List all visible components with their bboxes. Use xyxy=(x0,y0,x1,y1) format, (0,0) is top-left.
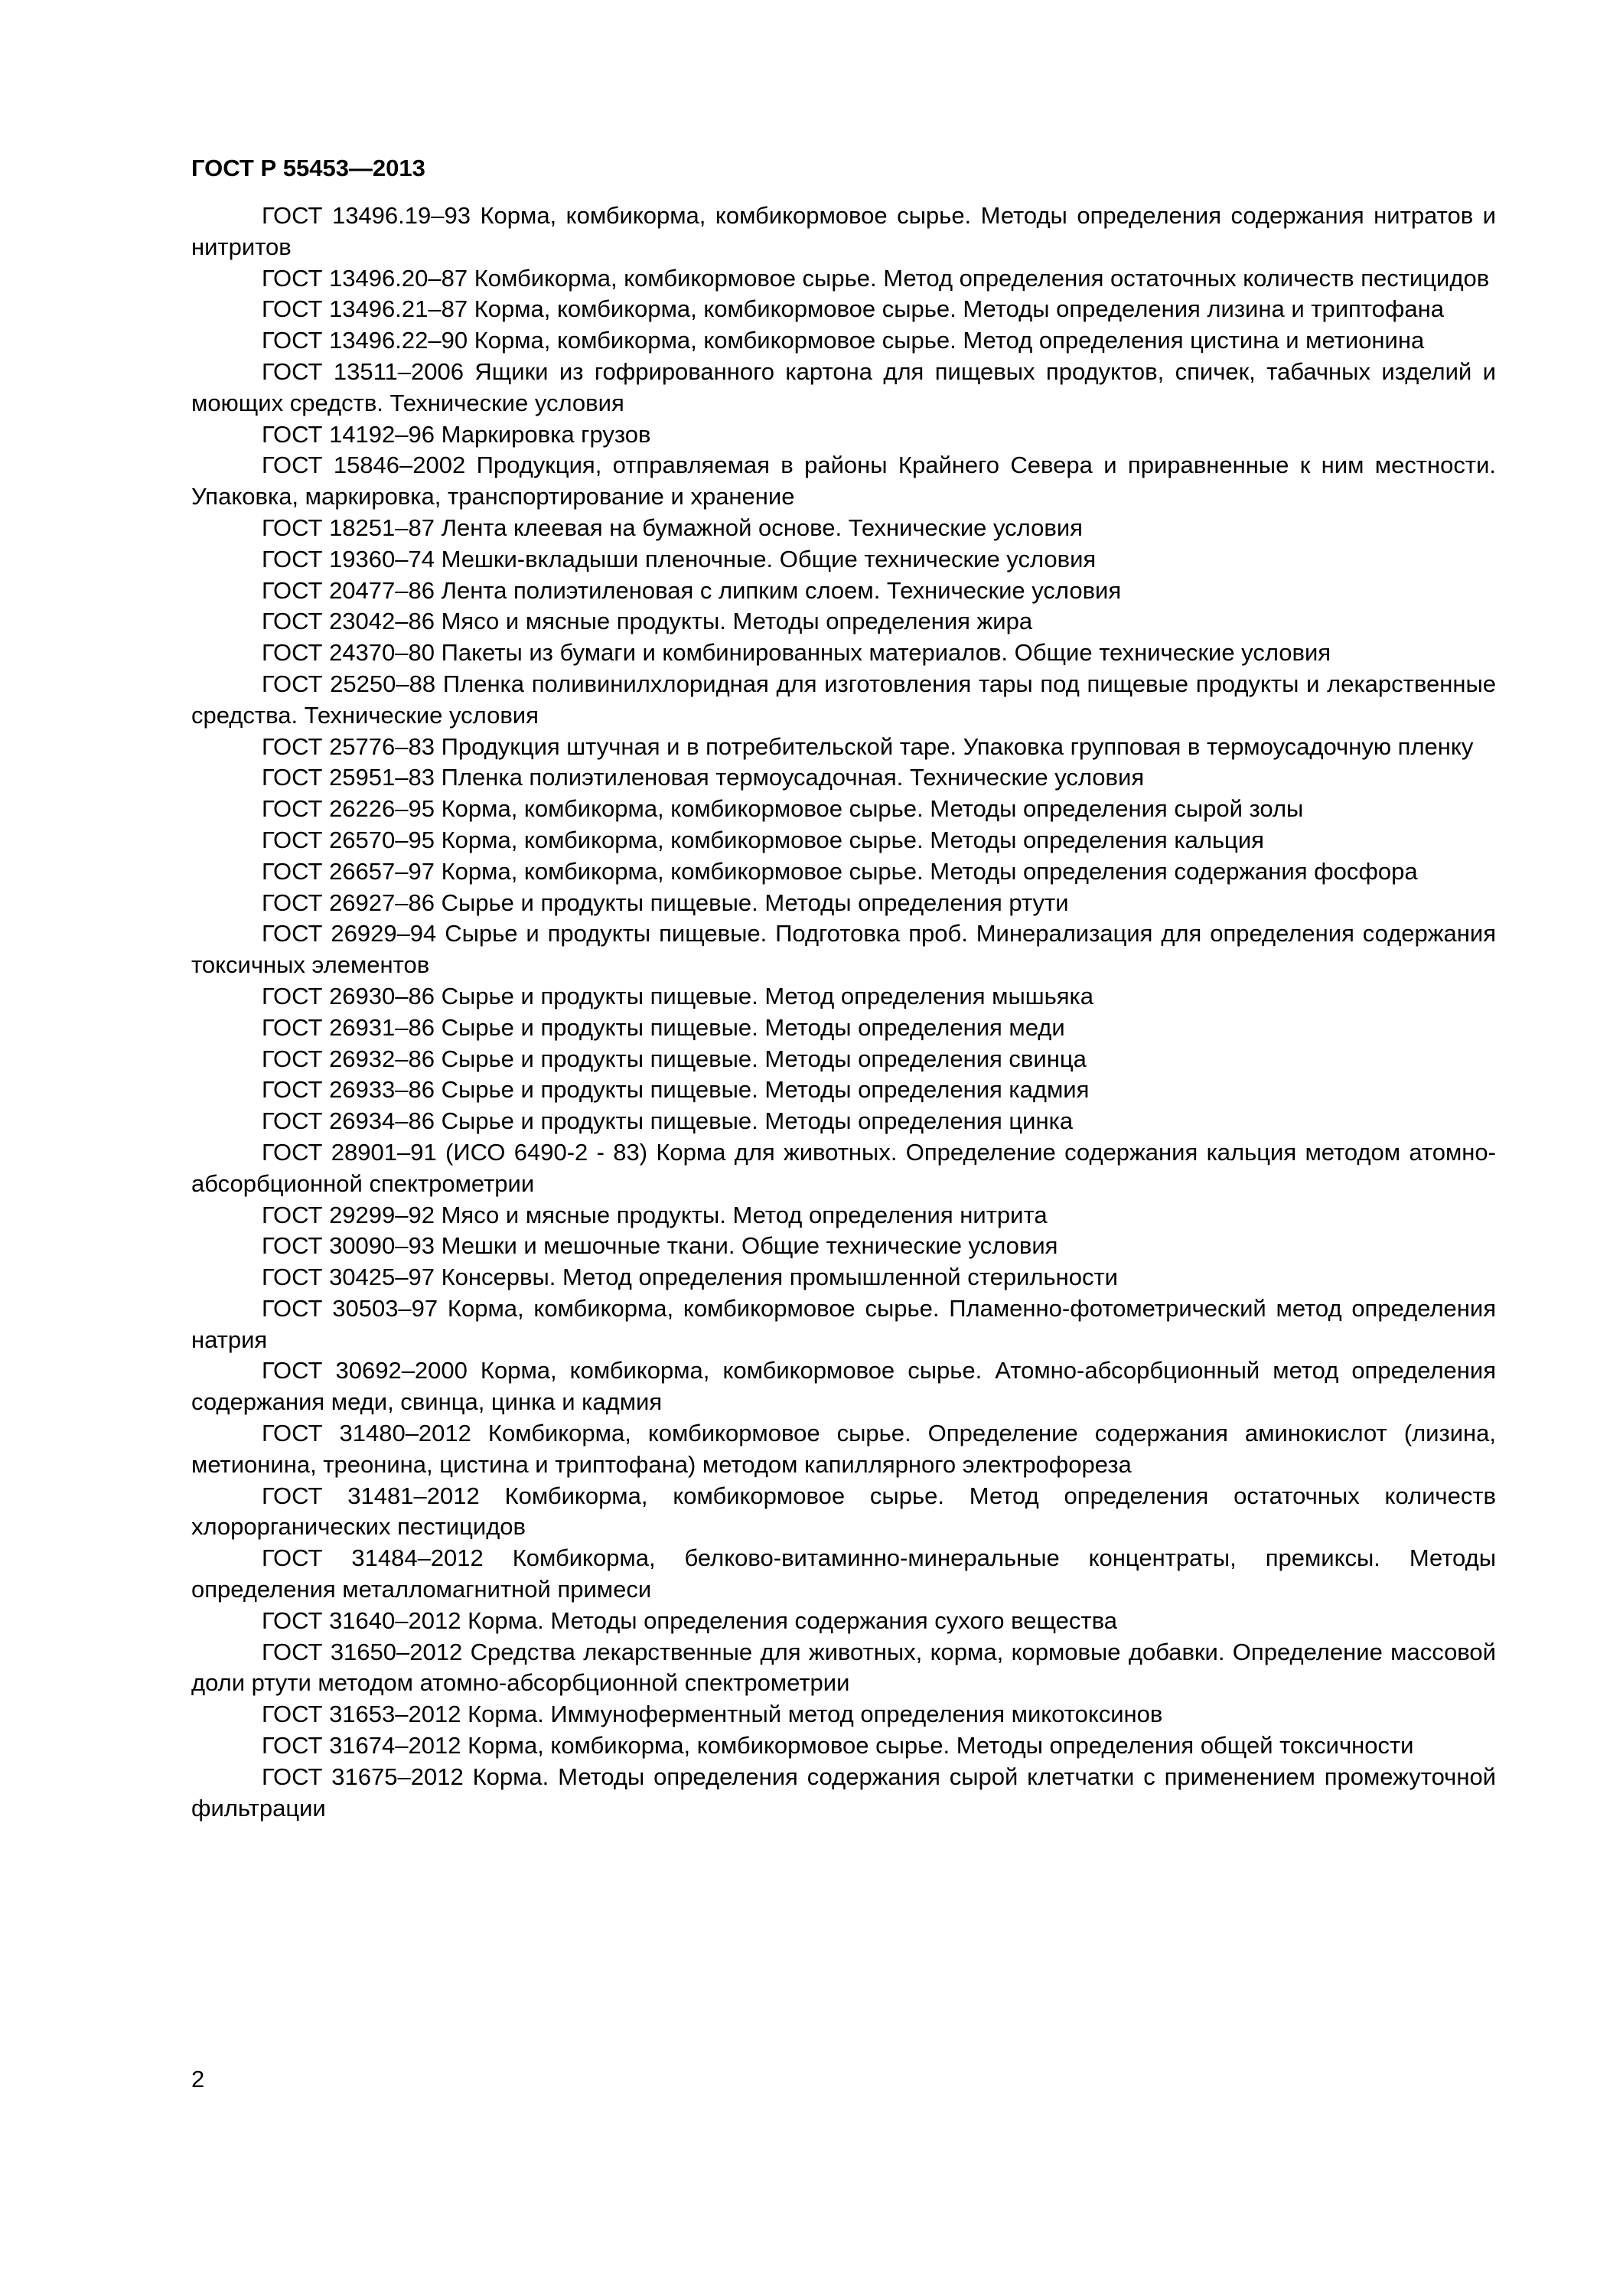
reference-entry: ГОСТ 14192–96 Маркировка грузов xyxy=(262,420,651,448)
reference-entry: ГОСТ 26934–86 Сырье и продукты пищевые. Методы определения цинка xyxy=(262,1107,1074,1135)
reference-entry: ГОСТ 23042–86 Мясо и мясные продукты. Методы определения жира xyxy=(262,608,1033,635)
reference-entry: ГОСТ 31481–2012 Комбикорма, комбикормовое сырье. Метод определения остаточных количеств хлорорганических пестицидов xyxy=(191,1482,1496,1541)
reference-entry: ГОСТ 13496.20–87 Комбикорма, комбикормовое сырье. Метод определения остаточных количеств пестицидов xyxy=(262,264,1490,292)
reference-entry: ГОСТ 31650–2012 Средства лекарственные для животных, корма, кормовые добавки. Определение массовой доли ртути методом атомно-абсорбционной спектрометрии xyxy=(191,1638,1496,1697)
reference-entry: ГОСТ 19360–74 Мешки-вкладыши пленочные. Общие технические условия xyxy=(262,545,1097,572)
reference-entry: ГОСТ 13496.22–90 Корма, комбикорма, комбикормовое сырье. Метод определения цистина и метионина xyxy=(262,327,1425,354)
reference-entry: ГОСТ 26933–86 Сырье и продукты пищевые. Методы определения кадмия xyxy=(262,1076,1090,1104)
reference-entry: ГОСТ 13496.21–87 Корма, комбикорма, комбикормовое сырье. Методы определения лизина и триптофана xyxy=(262,295,1445,323)
reference-entry: ГОСТ 26657–97 Корма, комбикорма, комбикормовое сырье. Методы определения содержания фосфора xyxy=(262,857,1418,885)
reference-entry: ГОСТ 28901–91 (ИСО 6490-2 - 83) Корма для животных. Определение содержания кальция методом атомно-абсорбционной спектрометрии xyxy=(191,1138,1496,1197)
reference-entry: ГОСТ 26929–94 Сырье и продукты пищевые. Подготовка проб. Минерализация для определения содержания токсичных элементов xyxy=(191,920,1496,979)
reference-entry: ГОСТ 26930–86 Сырье и продукты пищевые. Метод определения мышьяка xyxy=(262,982,1094,1009)
reference-entry: ГОСТ 13511–2006 Ящики из гофрированного картона для пищевых продуктов, спичек, табачных изделий и моющих средств. Технические условия xyxy=(191,357,1496,416)
reference-entry: ГОСТ 18251–87 Лента клеевая на бумажной основе. Технические условия xyxy=(262,514,1083,541)
reference-entry: ГОСТ 26226–95 Корма, комбикорма, комбикормовое сырье. Методы определения сырой золы xyxy=(262,795,1304,823)
reference-entry: ГОСТ 25951–83 Пленка полиэтиленовая термоусадочная. Технические условия xyxy=(262,764,1145,791)
reference-entry: ГОСТ 30090–93 Мешки и мешочные ткани. Общие технические условия xyxy=(262,1232,1058,1260)
reference-entry: ГОСТ 30425–97 Консервы. Метод определения промышленной стерильности xyxy=(262,1264,1118,1291)
normative-references-list xyxy=(191,201,1496,1824)
page-number: 2 xyxy=(191,2066,205,2092)
reference-entry: ГОСТ 20477–86 Лента полиэтиленовая с липким слоем. Технические условия xyxy=(262,576,1122,604)
standard-id-header: ГОСТ Р 55453—2013 xyxy=(191,155,425,181)
reference-entry: ГОСТ 31675–2012 Корма. Методы определения содержания сырой клетчатки с применением промежуточной фильтрации xyxy=(191,1763,1496,1821)
reference-entry: ГОСТ 13496.19–93 Корма, комбикорма, комбикормовое сырье. Методы определения содержания нитратов и нитритов xyxy=(191,202,1496,260)
reference-entry: ГОСТ 26931–86 Сырье и продукты пищевые. Методы определения меди xyxy=(262,1013,1065,1041)
reference-entry: ГОСТ 25776–83 Продукция штучная и в потребительской таре. Упаковка групповая в термоусадочную пленку xyxy=(262,732,1474,760)
reference-entry: ГОСТ 26570–95 Корма, комбикорма, комбикормовое сырье. Методы определения кальция xyxy=(262,826,1264,853)
reference-entry: ГОСТ 29299–92 Мясо и мясные продукты. Метод определения нитрита xyxy=(262,1201,1048,1228)
reference-entry: ГОСТ 31484–2012 Комбикорма, белково-витаминно-минеральные концентраты, премиксы. Методы определения металломагнитной примеси xyxy=(191,1544,1496,1603)
reference-entry: ГОСТ 26927–86 Сырье и продукты пищевые. Методы определения ртути xyxy=(262,889,1069,916)
reference-entry: ГОСТ 31480–2012 Комбикорма, комбикормовое сырье. Определение содержания аминокислот (лизина, метионина, треонина, цистина и триптофана) методом капиллярного электрофореза xyxy=(191,1420,1496,1478)
reference-entry: ГОСТ 30692–2000 Корма, комбикорма, комбикормовое сырье. Атомно-абсорбционный метод определения содержания меди, свинца, цинка и кадмия xyxy=(191,1357,1496,1416)
reference-entry: ГОСТ 15846–2002 Продукция, отправляемая в районы Крайнего Севера и приравненные к ним местности. Упаковка, маркировка, транспортирование и хранение xyxy=(191,452,1496,510)
reference-entry: ГОСТ 24370–80 Пакеты из бумаги и комбинированных материалов. Общие технические условия xyxy=(262,639,1331,667)
reference-entry: ГОСТ 31640–2012 Корма. Методы определения содержания сухого вещества xyxy=(262,1606,1117,1634)
reference-entry: ГОСТ 26932–86 Сырье и продукты пищевые. Методы определения свинца xyxy=(262,1045,1087,1072)
reference-entry: ГОСТ 31674–2012 Корма, комбикорма, комбикормовое сырье. Методы определения общей токсичности xyxy=(262,1732,1414,1760)
reference-entry: ГОСТ 25250–88 Пленка поливинилхлоридная для изготовления тары под пищевые продукты и лекарственные средства. Технические условия xyxy=(191,670,1496,729)
reference-entry: ГОСТ 31653–2012 Корма. Иммуноферментный метод определения микотоксинов xyxy=(262,1701,1163,1728)
reference-entry: ГОСТ 30503–97 Корма, комбикорма, комбикормовое сырье. Пламенно-фотометрический метод определения натрия xyxy=(191,1294,1496,1353)
